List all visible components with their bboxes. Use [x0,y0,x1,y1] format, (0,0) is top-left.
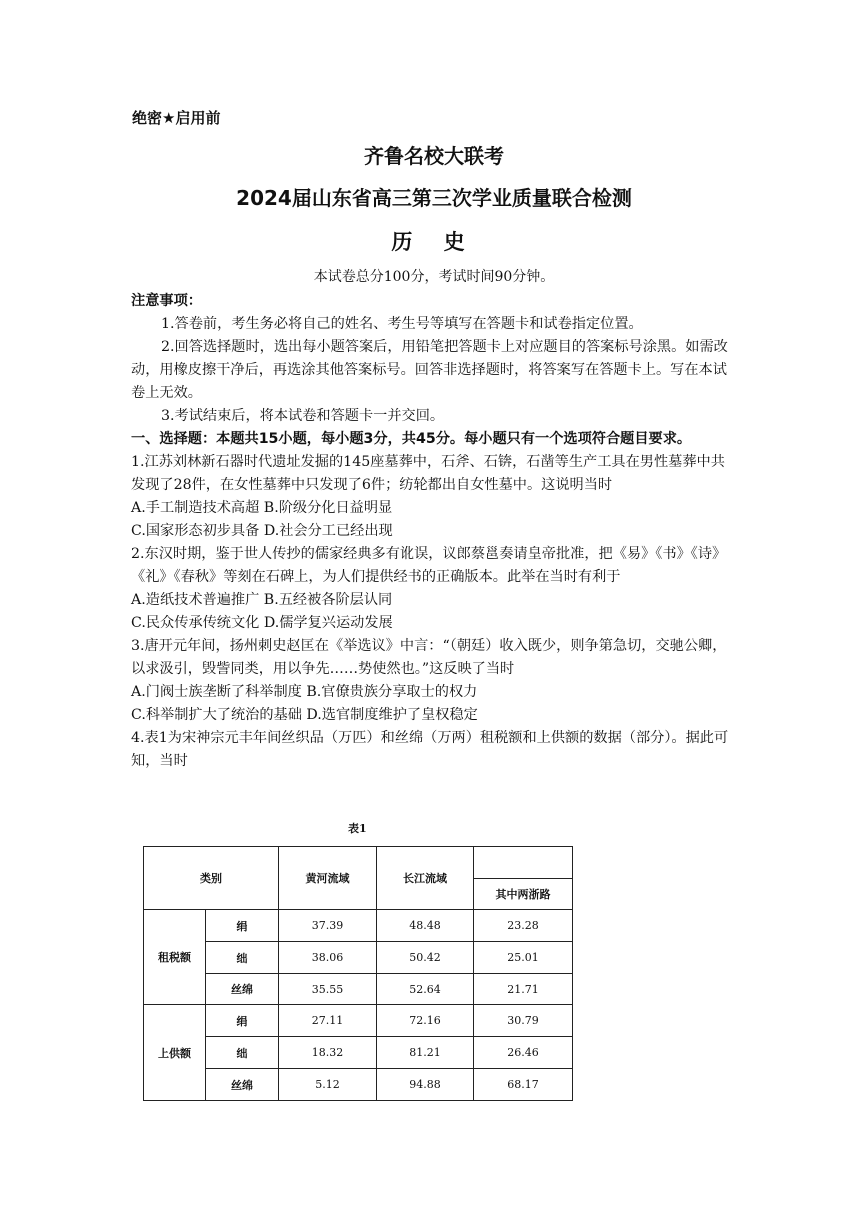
group-name: 租税额 [144,910,206,1005]
question-2-options-ab: A.造纸技术普遍推广 B.五经被各阶层认同 [131,592,393,608]
data-table [143,846,573,1101]
cell-huanghe: 38.06 [279,942,377,974]
row-item: 丝绵 [206,1069,279,1101]
header-blank [474,847,573,879]
cell-changjiang: 52.64 [377,974,474,1005]
header-liangzhe: 其中两浙路 [474,879,573,910]
question-3-options-ab: A.门阀士族垄断了科举制度 B.官僚贵族分享取士的权力 [131,684,478,700]
table-caption: 表1 [348,822,367,835]
secret-label: 绝密★启用前 [132,109,221,127]
question-4-stem: 4.表1为宋神宗元丰年间丝织品（万匹）和丝绵（万两）租税额和上供额的数据（部分）。据此可知，当时 [131,730,729,769]
question-2-options-cd: C.民众传承传统文化 D.儒学复兴运动发展 [131,615,393,631]
question-3-stem: 3.唐开元年间，扬州刺史赵匡在《举选议》中言：“（朝廷）收入既少，则争第急切，交驰公卿，以求汲引，毁訾同类，用以争先……势使然也。”这反映了当时 [131,638,727,677]
question-2-stem: 2.东汉时期，鉴于世人传抄的儒家经典多有讹误，议郎蔡邕奏请皇帝批准，把《易》《书》《诗》《礼》《春秋》等刻在石碑上，为人们提供经书的正确版本。此举在当时有利于 [131,546,727,585]
table-row [144,1005,573,1037]
notice-item-1: 1.答卷前，考生务必将自己的姓名、考生号等填写在答题卡和试卷指定位置。 [161,316,643,332]
cell-liangzhe: 68.17 [474,1069,573,1101]
exam-subtitle: 2024届山东省高三第三次学业质量联合检测 [236,186,632,210]
cell-liangzhe: 25.01 [474,942,573,974]
cell-huanghe: 18.32 [279,1037,377,1069]
cell-changjiang: 81.21 [377,1037,474,1069]
table-row [144,1037,573,1069]
notice-title: 注意事项： [131,293,202,309]
row-item: 绢 [206,910,279,942]
exam-body [131,290,739,773]
cell-huanghe: 35.55 [279,974,377,1005]
cell-changjiang: 50.42 [377,942,474,974]
cell-changjiang: 48.48 [377,910,474,942]
header-huanghe: 黄河流域 [279,847,377,910]
question-1-options-ab: A.手工制造技术高超 B.阶级分化日益明显 [131,500,393,516]
row-item: 绢 [206,1005,279,1037]
cell-huanghe: 5.12 [279,1069,377,1101]
row-item: 绌 [206,1037,279,1069]
table-row [144,1069,573,1101]
question-1-stem: 1.江苏刘林新石器时代遗址发掘的145座墓葬中，石斧、石锛，石凿等生产工具在男性墓葬中共发现了28件，在女性墓葬中只发现了6件；纺轮都出自女性墓中。这说明当时 [131,454,725,493]
table-row [144,974,573,1005]
cell-huanghe: 27.11 [279,1005,377,1037]
exam-info: 本试卷总分100分，考试时间90分钟。 [313,269,555,285]
header-category: 类别 [144,847,279,910]
subject-title: 历 史 [391,230,477,254]
table-header-row [144,847,573,879]
row-item: 绌 [206,942,279,974]
table-row [144,942,573,974]
header-changjiang: 长江流域 [377,847,474,910]
section-title: 一、选择题：本题共15小题，每小题3分，共45分。每小题只有一个选项符合题目要求。 [131,431,692,447]
question-3-options-cd: C.科举制扩大了统治的基础 D.选官制度维护了皇权稳定 [131,707,478,723]
row-item: 丝绵 [206,974,279,1005]
exam-title: 齐鲁名校大联考 [364,144,504,168]
question-1-options-cd: C.国家形态初步具备 D.社会分工已经出现 [131,523,393,539]
cell-changjiang: 72.16 [377,1005,474,1037]
table-row [144,910,573,942]
group-name: 上供额 [144,1005,206,1101]
cell-changjiang: 94.88 [377,1069,474,1101]
notice-item-2: 2.回答选择题时，选出每小题答案后，用铅笔把答题卡上对应题目的答案标号涂黑。如需改动，用橡皮擦干净后，再选涂其他答案标号。回答非选择题时，将答案写在答题卡上。写在本试卷上无效。 [131,339,728,401]
cell-huanghe: 37.39 [279,910,377,942]
cell-liangzhe: 30.79 [474,1005,573,1037]
notice-item-3: 3.考试结束后，将本试卷和答题卡一并交回。 [161,408,445,424]
cell-liangzhe: 26.46 [474,1037,573,1069]
cell-liangzhe: 21.71 [474,974,573,1005]
cell-liangzhe: 23.28 [474,910,573,942]
